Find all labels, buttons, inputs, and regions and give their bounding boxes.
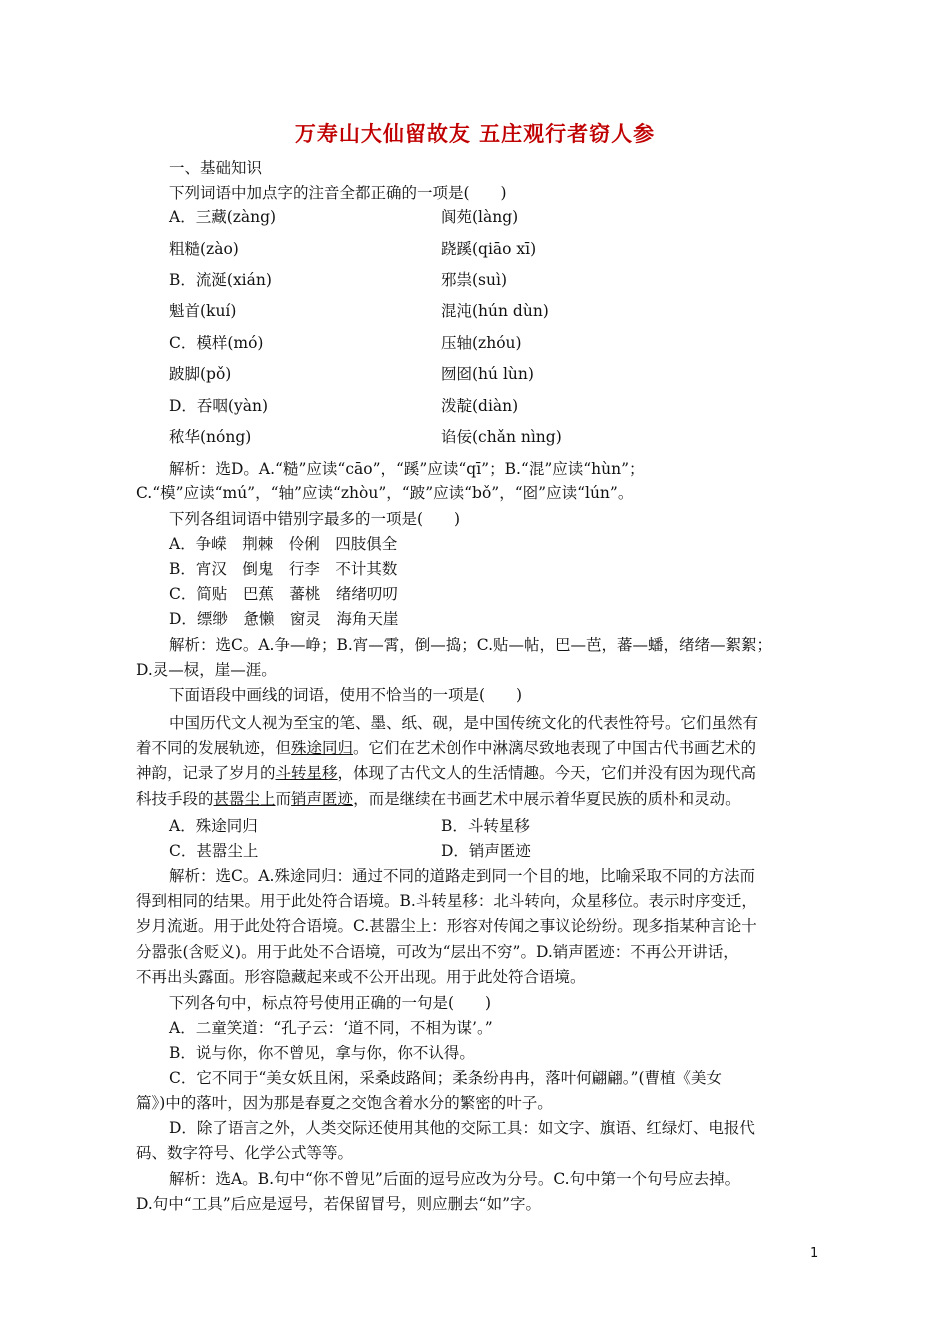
q1-option: A．三藏(zàng)	[169, 208, 277, 226]
page-title: 万寿山大仙留故友 五庄观行者窃人参	[294, 121, 656, 146]
q1-option: 粗糙(zào)	[169, 240, 239, 258]
q2-option: D．缥缈 惫懒 窗灵 海角天崖	[169, 610, 399, 628]
q2-option: B．宵汉 倒鬼 行李 不计其数	[169, 560, 398, 578]
q1-option: 压轴(zhóu)	[441, 334, 522, 352]
q1-option: 阆苑(làng)	[441, 208, 519, 226]
q1-option: 混沌(hún dùn)	[441, 302, 549, 320]
underlined-term: 销声匿迹	[291, 789, 354, 808]
q4-option-d: D．除了语言之外，人类交际还使用其他的交际工具：如文字、旗语、红绿灯、电报代 码、数字符号、化学公式等等。	[136, 1119, 755, 1163]
q1-option: 囫囵(hú lùn)	[441, 365, 534, 383]
section-heading: 一、基础知识	[169, 159, 263, 177]
q1-option: B．流涎(xián)	[169, 271, 272, 289]
q2-stem: 下列各组词语中错别字最多的一项是( )	[169, 510, 461, 528]
q1-option: 魁首(kuí)	[169, 302, 237, 320]
q2-option: A．争嵘 荆棘 伶俐 四肢俱全	[169, 535, 398, 553]
q1-option: C．模样(mó)	[169, 334, 264, 352]
q1-option: D．吞咽(yàn)	[169, 397, 269, 415]
q3-option: B．斗转星移	[441, 817, 530, 835]
q4-option: A．二童笑道：“孔子云：‘道不同，不相为谋’。”	[169, 1019, 493, 1037]
q2-analysis: D.灵—棂，崖—涯。	[136, 661, 277, 679]
q3-option: A．殊途同归	[169, 817, 258, 835]
q3-stem: 下面语段中画线的词语，使用不恰当的一项是( )	[169, 686, 523, 704]
q2-analysis: 解析：选C。A.争—峥；B.宵—霄，倒—捣；C.贴—帖，巴—芭，蕃—蟠，绪绪—絮絮；	[169, 636, 773, 654]
q1-option: 跛脚(pǒ)	[169, 365, 232, 383]
q3-option: D．销声匿迹	[441, 842, 531, 860]
q1-option: 邪祟(suì)	[441, 271, 507, 289]
underlined-term: 甚嚣尘上	[213, 789, 276, 808]
q3-analysis: 解析：选C。A.殊途同归：通过不同的道路走到同一个目的地，比喻采取不同的方法而 得到相同的结果。用于此处符合语境。B.斗转星移：北斗转向，众星移位。表示时序变迁， 岁月流逝。用于此处符合语境。C.甚嚣尘上：形容对传闻之事议论纷纷。现多指某种言论十 分嚣张(含贬义)。用于此处不合语境，可改为“层出不穷”。D.销声匿迹：不再公开讲话， 不再出头露面。形容隐藏起来或不公开出现。用于此处符合语境。	[136, 867, 757, 986]
q1-option: 跷蹊(qiāo xī)	[441, 240, 537, 258]
q1-stem: 下列词语中加点字的注音全都正确的一项是( )	[169, 184, 507, 202]
q3-option: C．甚嚣尘上	[169, 842, 259, 860]
q1-option: 秾华(nóng)	[169, 428, 252, 446]
q4-option-c: C．它不同于“美女妖且闲，采桑歧路间；柔条纷冉冉，落叶何翩翩。”(曹植《美女 篇》)中的落叶，因为那是春夏之交饱含着水分的繁密的叶子。	[136, 1069, 723, 1113]
page-number: 1	[810, 1246, 819, 1261]
q4-analysis: 解析：选A。B.句中“你不曾见”后面的逗号应改为分号。C.句中第一个句号应去掉。 D.句中“工具”后应是逗号，若保留冒号，则应删去“如”字。	[136, 1170, 741, 1214]
q2-option: C．简贴 巴蕉 蕃桃 绪绪叨叨	[169, 585, 398, 603]
q4-stem: 下列各句中，标点符号使用正确的一句是( )	[169, 994, 492, 1012]
q4-option: B．说与你，你不曾见，拿与你，你不认得。	[169, 1044, 475, 1062]
q1-option: 谄佞(chǎn nìng)	[441, 428, 562, 446]
q3-passage: 中国历代文人视为至宝的笔、墨、纸、砚，是中国传统文化的代表性符号。它们虽然有 着不同的发展轨迹，但殊途同归。它们在艺术创作中淋漓尽致地表现了中国古代书画艺术的 神韵，记录了岁月的斗转星移，体现了古代文人的生活情趣。今天，它们并没有因为现代高 科技手段的甚嚣尘上而销声匿迹，而是继续在书画艺术中展示着华夏民族的质朴和灵动。	[136, 714, 759, 808]
q1-analysis: C.“模”应读“mú”，“轴”应读“zhòu”，“跛”应读“bǒ”，“囵”应读“lún”。	[136, 484, 634, 502]
q1-analysis: 解析：选D。A.“糙”应读“cāo”，“蹊”应读“qī”；B.“混”应读“hùn”；	[169, 460, 645, 478]
underlined-term: 斗转星移	[275, 764, 338, 783]
underlined-term: 殊途同归	[291, 739, 354, 758]
q1-option: 泼靛(diàn)	[441, 397, 519, 415]
